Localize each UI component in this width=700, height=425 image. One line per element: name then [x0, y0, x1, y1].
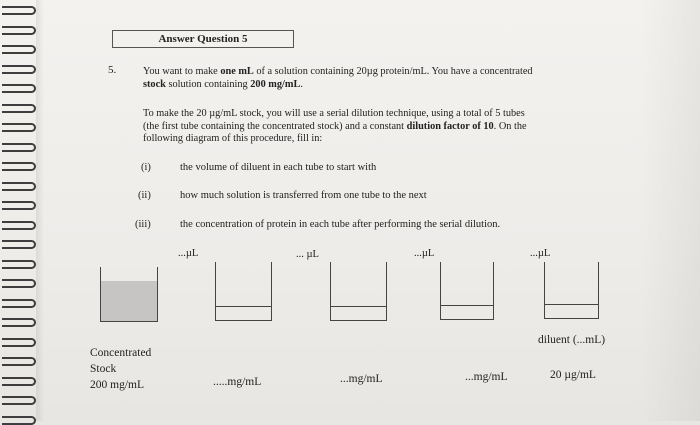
diluent-label: diluent (...mL): [538, 334, 606, 346]
page-shadow: [640, 0, 700, 421]
item-text-iii: the concentration of protein in each tube after performing the serial dilution.: [180, 219, 501, 230]
dilution-tube-1: [215, 262, 272, 321]
answer-title: Answer Question 5: [112, 30, 294, 48]
binding-ring: [2, 65, 36, 74]
binding-ring: [2, 221, 36, 230]
binding-ring: [2, 260, 36, 269]
liquid-level-line: [441, 305, 493, 306]
transfer-label-3: ...µL: [414, 248, 435, 259]
procedure-line-1: To make the 20 µg/mL stock, you will use a serial dilution technique, using a total of 5 tubes: [143, 108, 525, 119]
binding-ring: [2, 299, 36, 308]
intro-line-2: stock solution containing 200 mg/mL.: [143, 78, 303, 90]
item-number-i: (i): [141, 162, 151, 173]
concentration-label-4: 20 µg/mL: [550, 369, 596, 381]
stock-label-line-1: Concentrated: [90, 347, 152, 359]
concentration-label-1: .....mg/mL: [213, 376, 262, 388]
binding-ring: [2, 338, 36, 347]
stock-label-line-2: Stock: [90, 363, 117, 375]
binding-ring: [2, 318, 36, 327]
binding-ring: [2, 357, 36, 366]
question-intro: [143, 66, 613, 91]
transfer-label-4: ...µL: [530, 248, 551, 259]
binding-ring: [2, 416, 36, 425]
transfer-label-1: ...µL: [178, 248, 199, 259]
procedure-line-3: following diagram of this procedure, fill in:: [143, 133, 323, 144]
intro-line-1: You want to make one mL of a solution containing 20µg protein/mL. You have a concentrated: [143, 66, 533, 77]
binding-ring: [2, 45, 36, 54]
item-text-i: the volume of diluent in each tube to start with: [180, 162, 377, 173]
procedure-text: [143, 108, 613, 146]
dilution-tube-3: [440, 262, 494, 320]
binding-ring: [2, 162, 36, 171]
binding-ring: [2, 279, 36, 288]
dilution-tube-2: [330, 262, 387, 321]
binding-ring: [2, 104, 36, 113]
binding-ring: [2, 240, 36, 249]
binding-ring: [2, 143, 36, 152]
liquid-level-line: [216, 306, 271, 307]
stock-label: [90, 345, 151, 393]
binding-ring: [2, 123, 36, 132]
transfer-label-2: ... µL: [296, 249, 319, 260]
concentration-label-3: ...mg/mL: [465, 371, 508, 383]
binding-ring: [2, 182, 36, 191]
stock-liquid: [101, 281, 157, 321]
concentration-label-2: ...mg/mL: [340, 373, 383, 385]
binding-shadow: [36, 0, 44, 421]
question-number: 5.: [108, 64, 117, 76]
binding-ring: [2, 201, 36, 210]
stock-label-line-3: 200 mg/mL: [90, 379, 144, 391]
binding-ring: [2, 377, 36, 386]
procedure-line-2: (the first tube containing the concentrated stock) and a constant dilution factor of 10. On the: [143, 120, 527, 132]
dilution-tube-4: [544, 262, 599, 319]
item-text-ii: how much solution is transferred from one tube to the next: [180, 190, 427, 201]
stock-tube: [100, 267, 158, 322]
item-number-iii: (iii): [135, 219, 151, 230]
liquid-level-line: [331, 306, 386, 307]
item-number-ii: (ii): [138, 190, 151, 201]
binding-ring: [2, 84, 36, 93]
binding-ring: [2, 26, 36, 35]
binding-ring: [2, 6, 36, 15]
spiral-binding: [0, 0, 40, 421]
liquid-level-line: [545, 304, 598, 305]
binding-ring: [2, 396, 36, 405]
